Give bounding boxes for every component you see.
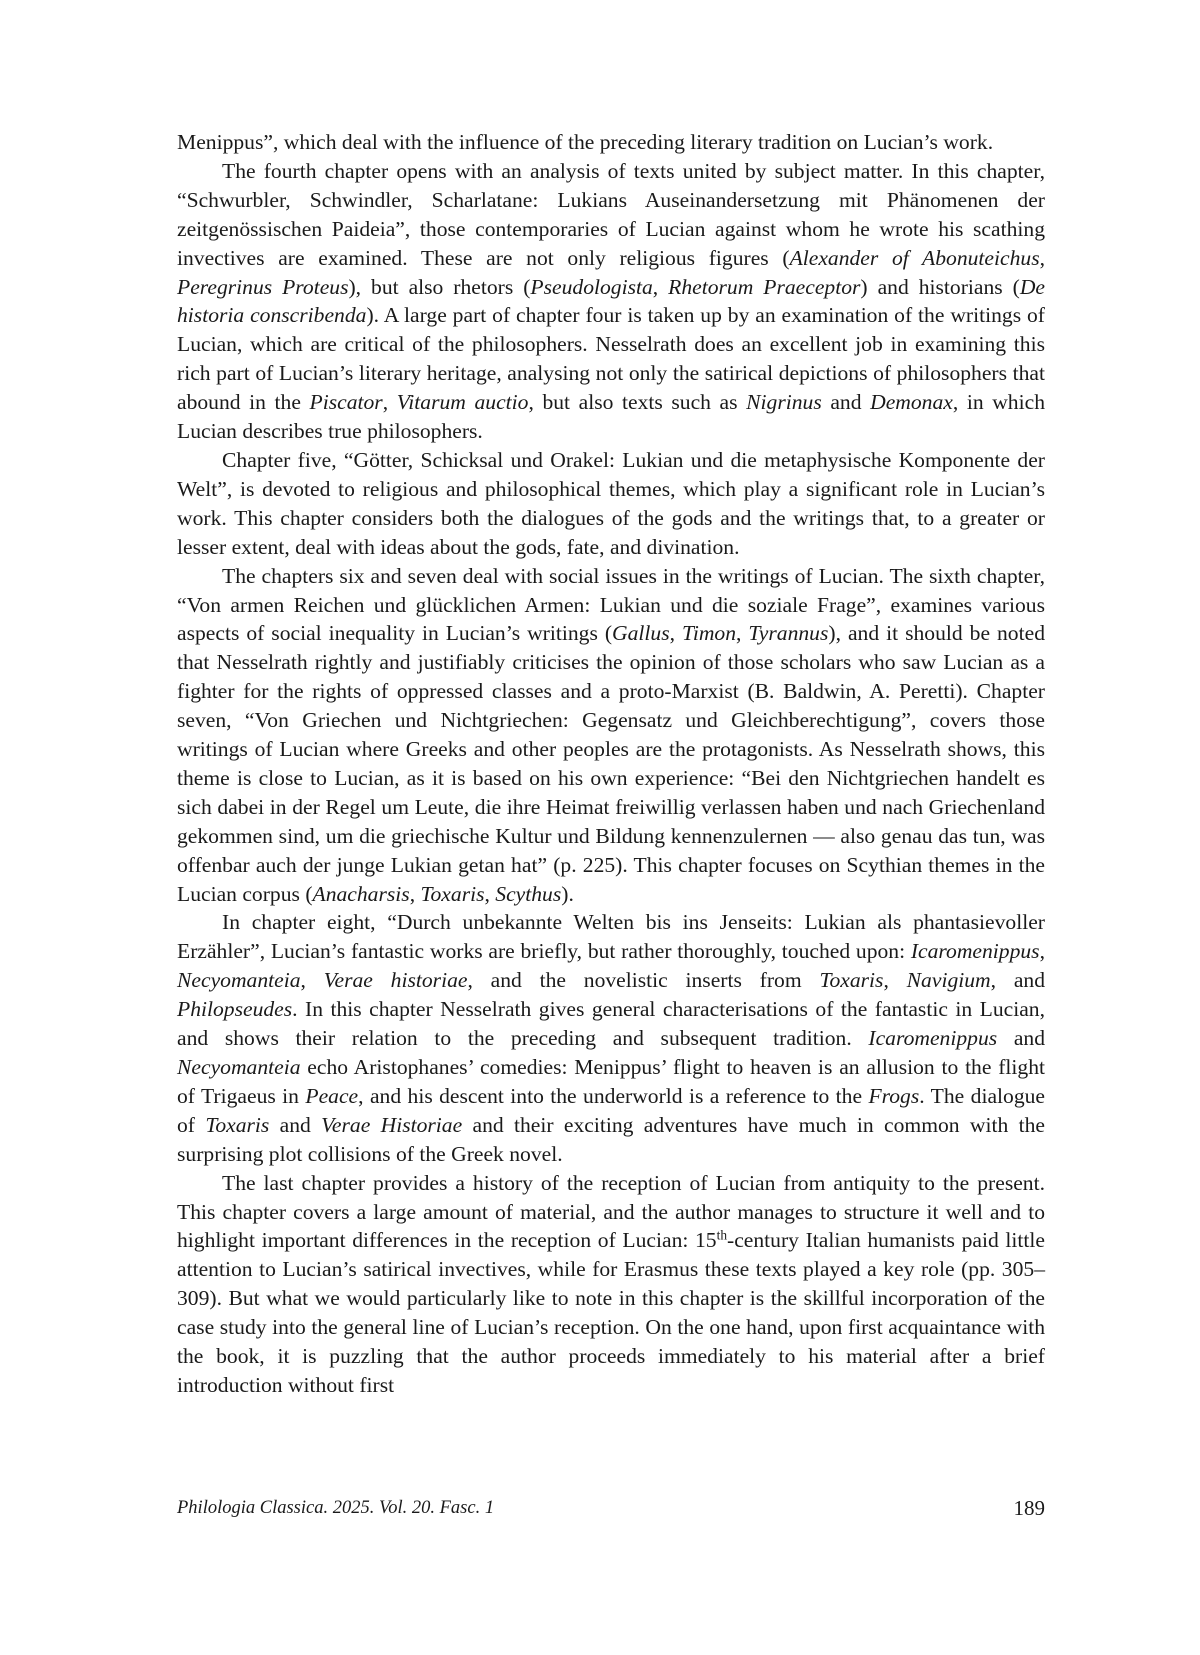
superscript: th xyxy=(716,1228,728,1244)
italic-title: Icaromenippus xyxy=(868,1026,998,1051)
page-number: 189 xyxy=(1013,1496,1045,1520)
text-run: Menippus”, which deal with the influence of the preceding literary tradition on Lucian’s work. xyxy=(177,130,994,154)
text-run: , xyxy=(409,881,421,906)
page-footer xyxy=(177,1496,1045,1526)
text-run: , and xyxy=(990,968,1046,993)
paragraph xyxy=(177,157,1045,446)
text-run: and xyxy=(269,1112,322,1137)
italic-title: Peregrinus Proteus xyxy=(177,274,349,299)
text-run: , and the novelistic inserts from xyxy=(467,968,820,993)
text-run: ). A large part of chapter four is taken up by an examination of the writings of Lucian, which are critical of the philosophers. Nesselrath does an excellent job in examining this rich part of Lucian’s literary heritage, analysing not only the satirical depictions of philosophers that abound in the xyxy=(177,303,1045,415)
text-run: , and his descent into the underworld is a reference to the xyxy=(358,1083,869,1108)
text-run: ), and it should be noted that Nesselrath rightly and justifiably criticises the opinion of those scholars who saw Lucian as a fighter for the rights of oppressed classes and a proto-Marxist (B. Baldwin, A. Peretti). Chapter seven, “Von Griechen und Nichtgriechen: Gegensatz und Gleichberechtigung”, covers those writings of Lucian where Greeks and other peoples are the protagonists. As Nesselrath shows, this theme is close to Lucian, as it is based on his own experience: “Bei den Nichtgriechen handelt es sich dabei in der Regel um Leute, die ihre Heimat freiwillig verlassen haben und nach Griechenland gekommen sind, um die griechische Kultur und Bildung kennenzulernen — also genau das tun, was offenbar auch der junge Lukian getan hat” (p. 225). This chapter focuses on Scythian themes in the Lucian corpus ( xyxy=(177,621,1045,906)
text-run: , xyxy=(1039,939,1045,964)
italic-title: Peace xyxy=(305,1083,359,1108)
text-run: , xyxy=(669,621,682,646)
italic-title: Anacharsis xyxy=(312,881,410,906)
italic-title: Vitarum auctio xyxy=(396,390,529,415)
paragraph xyxy=(177,908,1045,1168)
body-text xyxy=(177,128,1045,1400)
text-run: -century Italian humanists paid little attention to Lucian’s satirical invectives, while for Erasmus these texts played a key role (pp. 305–309). But what we would particularly like to note in this chapter is the skillful incorporation of the case study into the general line of Lucian’s reception. On the one hand, upon first acquaintance with the book, it is puzzling that the author proceeds immediately to his material after a brief introduction without first xyxy=(177,1228,1045,1397)
text-run: In chapter eight, “Durch unbekannte Welten bis ins Jenseits: Lukian als phantasievoller Erzähler”, Lucian’s fantastic works are briefly, but rather thoroughly, touched upon: xyxy=(177,910,1045,964)
text-run: echo Aristophanes’ comedies: Menippus’ flight to heaven is an allusion to the flight of Trigaeus in xyxy=(177,1055,1045,1108)
italic-title: Verae historiae xyxy=(323,968,468,993)
italic-title: Navigium xyxy=(906,968,991,993)
text-run: , xyxy=(300,968,324,993)
text-run: The fourth chapter opens with an analysis of texts united by subject matter. In this chapter, “Schwurbler, Schwindler, Scharlatane: Lukians Auseinandersetzung mit Phänomenen der zeitgenössischen Paideia”, those contemporaries of Lucian against whom he wrote his scathing invectives are examined. These are not only religious figures ( xyxy=(177,158,1045,270)
italic-title: De historia conscribenda xyxy=(177,274,1045,328)
text-run: and xyxy=(997,1026,1046,1051)
text-run: . The dialogue of xyxy=(177,1083,1046,1137)
text-run: Chapter five, “Götter, Schicksal und Orakel: Lukian und die metaphysische Komponente der Welt”, is devoted to religious and philosophical themes, which play a significant role in Lucian’s work. This chapter considers both the dialogues of the gods and the writings that, to a greater or lesser extent, deal with ideas about the gods, fate, and divination. xyxy=(177,447,1045,559)
text-run: and their exciting adventures have much in common with the surprising plot collisions of the Greek novel. xyxy=(177,1112,1045,1166)
text-run: The last chapter provides a history of the reception of Lucian from antiquity to the present. This chapter covers a large amount of material, and the author manages to structure it well and to highlight important differences in the reception of Lucian: 15 xyxy=(177,1170,1045,1253)
italic-title: Nigrinus xyxy=(746,390,822,415)
italic-title: Verae Historiae xyxy=(321,1112,463,1137)
italic-title: Demonax xyxy=(870,390,953,415)
italic-title: Timon xyxy=(682,621,737,646)
text-run: , in which Lucian describes true philosophers. xyxy=(177,390,1045,444)
text-run: and xyxy=(821,390,871,415)
text-run: , xyxy=(382,390,397,415)
italic-title: Piscator xyxy=(309,390,383,415)
italic-title: Alexander of Abonuteichus xyxy=(789,245,1040,270)
journal-citation: Philologia Classica. 2025. Vol. 20. Fasc. 1 xyxy=(177,1498,495,1518)
italic-title: Frogs xyxy=(868,1083,920,1108)
text-run: . In this chapter Nesselrath gives general characterisations of the fantastic in Lucian, and shows their relation to the preceding and subsequent tradition. xyxy=(177,997,1045,1051)
text-run: , xyxy=(1039,245,1046,270)
italic-title: Tyrannus xyxy=(748,621,829,646)
italic-title: Gallus xyxy=(612,621,670,646)
paragraph xyxy=(177,562,1045,909)
text-run: , xyxy=(883,968,907,993)
paragraph xyxy=(177,128,1045,157)
italic-title: Rhetorum Praeceptor xyxy=(668,274,861,299)
italic-title: Icaromenippus xyxy=(910,939,1040,964)
text-run: , xyxy=(736,621,749,646)
text-run: ), but also rhetors ( xyxy=(348,274,531,299)
paragraph xyxy=(177,1169,1045,1400)
italic-title: Necyomanteia xyxy=(177,968,301,993)
text-run: , but also texts such as xyxy=(528,390,747,415)
paragraph xyxy=(177,446,1045,562)
italic-title: Toxaris xyxy=(205,1112,270,1137)
italic-title: Pseudologista xyxy=(530,274,653,299)
italic-title: Scythus xyxy=(495,881,562,906)
italic-title: Toxaris xyxy=(819,968,884,993)
italic-title: Toxaris xyxy=(420,881,485,906)
italic-title: Philopseudes xyxy=(177,997,293,1022)
text-run: , xyxy=(652,274,669,299)
text-run: ) and historians ( xyxy=(860,274,1020,299)
text-run: The chapters six and seven deal with social issues in the writings of Lucian. The sixth chapter, “Von armen Reichen und glücklichen Armen: Lukian und die soziale Frage”, examines various aspects of social inequality in Lucian’s writings ( xyxy=(177,563,1045,646)
text-run: ). xyxy=(561,881,574,906)
italic-title: Necyomanteia xyxy=(177,1055,301,1079)
text-run: , xyxy=(484,881,496,906)
